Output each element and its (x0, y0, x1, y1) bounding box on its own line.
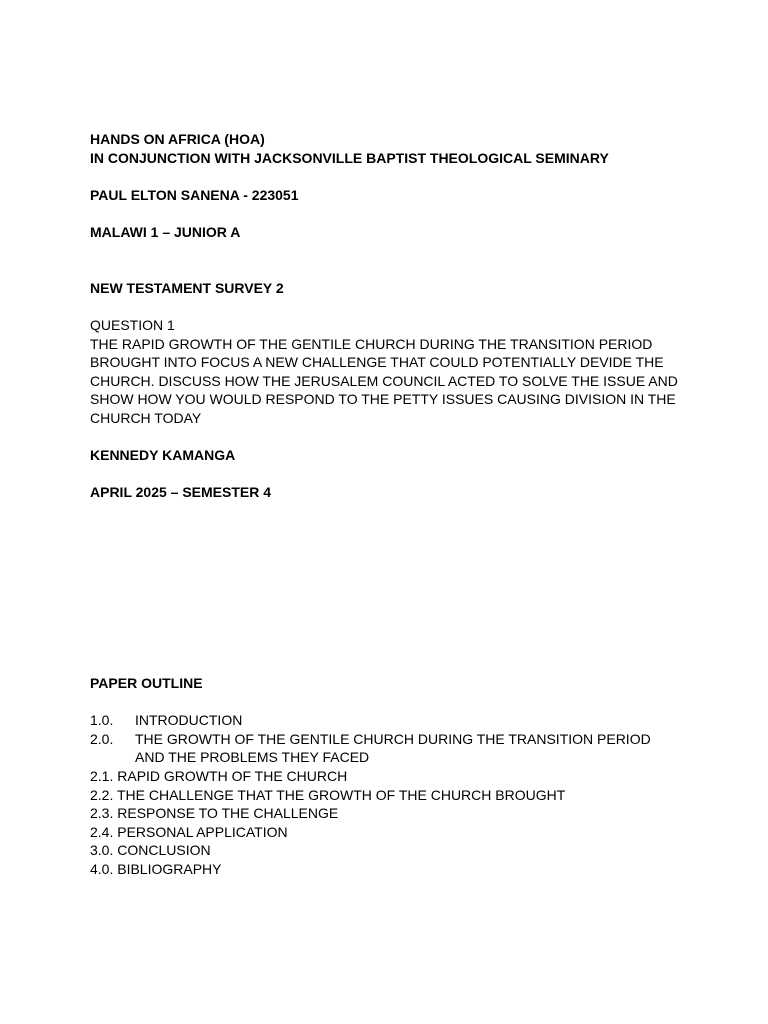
question-line: CHURCH TODAY (90, 409, 202, 426)
organization-line: HANDS ON AFRICA (HOA) (90, 131, 265, 147)
outline-sub-item: 2.3. RESPONSE TO THE CHALLENGE (90, 805, 339, 822)
lecturer-line: KENNEDY KAMANGA (90, 447, 236, 464)
outline-sub-item: 2.2. THE CHALLENGE THAT THE GROWTH OF THE CHURCH BROUGHT (90, 786, 566, 803)
class-line: MALAWI 1 – JUNIOR A (90, 223, 241, 240)
question-line: CHURCH. DISCUSS HOW THE JERUSALEM COUNCIL ACTED TO SOLVE THE ISSUE AND (90, 372, 678, 389)
question-line: SHOW HOW YOU WOULD RESPOND TO THE PETTY ISSUES CAUSING DIVISION IN THE (90, 391, 676, 408)
outline-item-continuation: AND THE PROBLEMS THEY FACED (135, 749, 370, 766)
date-line: APRIL 2025 – SEMESTER 4 (90, 484, 272, 501)
outline-sub-item: 3.0. CONCLUSION (90, 842, 211, 859)
outline-section (90, 674, 690, 879)
outline-item-number: 2.0. (90, 730, 114, 747)
outline-item-text: THE GROWTH OF THE GENTILE CHURCH DURING THE TRANSITION PERIOD (135, 730, 651, 747)
student-line: PAUL ELTON SANENA - 223051 (90, 186, 299, 203)
question-line: THE RAPID GROWTH OF THE GENTILE CHURCH DURING THE TRANSITION PERIOD (90, 335, 653, 352)
outline-item-text: INTRODUCTION (135, 712, 243, 729)
outline-item (90, 711, 690, 730)
outline-item (90, 730, 690, 749)
partner-line: IN CONJUNCTION WITH JACKSONVILLE BAPTIST THEOLOGICAL SEMINARY (90, 149, 609, 166)
document-page (90, 130, 690, 502)
outline-title: PAPER OUTLINE (90, 675, 203, 691)
course-line: NEW TESTAMENT SURVEY 2 (90, 279, 284, 296)
question-line: BROUGHT INTO FOCUS A NEW CHALLENGE THAT COULD POTENTIALLY DEVIDE THE (90, 354, 664, 371)
outline-item-number: 1.0. (90, 712, 114, 729)
outline-sub-item: 2.4. PERSONAL APPLICATION (90, 823, 288, 840)
outline-sub-item: 2.1. RAPID GROWTH OF THE CHURCH (90, 767, 348, 784)
outline-sub-item: 4.0. BIBLIOGRAPHY (90, 860, 222, 877)
question-heading: QUESTION 1 (90, 316, 175, 333)
